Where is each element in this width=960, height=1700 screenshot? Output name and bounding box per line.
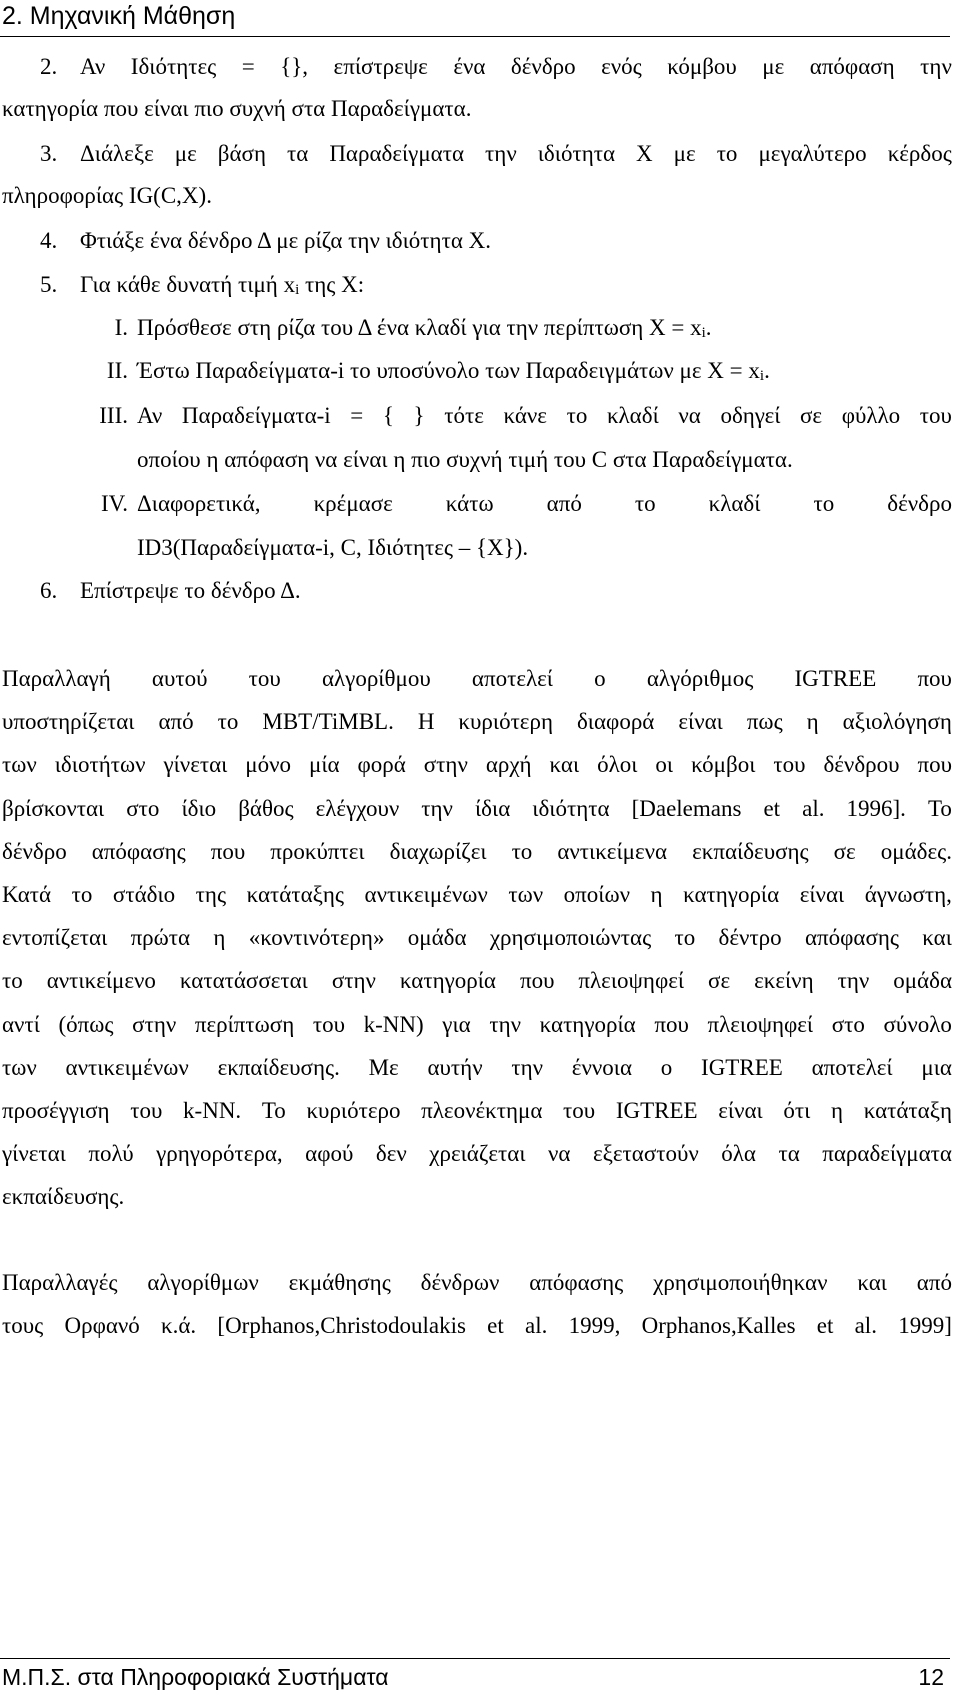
word: δένδρο xyxy=(887,491,952,516)
word: αλγορίθμων xyxy=(147,1270,259,1295)
word: κλαδί xyxy=(708,491,761,516)
word: με xyxy=(762,54,785,79)
word: Orphanos,Kalles xyxy=(641,1313,796,1338)
word: et xyxy=(487,1313,504,1338)
word: το xyxy=(511,838,533,864)
word: του xyxy=(248,666,281,691)
word: υποστηρίζεται xyxy=(2,709,135,735)
word: στην xyxy=(331,968,376,994)
word: κόμβοι xyxy=(691,752,756,778)
word: είναι xyxy=(718,1098,763,1123)
word: του xyxy=(563,1098,596,1123)
word: επίστρεψε xyxy=(333,54,428,79)
step-4-text: Φτιάξε ένα δένδρο Δ με ρίζα την ιδιότητα Χ. xyxy=(80,228,491,253)
paragraph-line xyxy=(2,796,952,822)
word: ίδια xyxy=(474,795,511,821)
word: Αν xyxy=(80,54,106,79)
word: αποτελεί xyxy=(811,1054,893,1080)
word: έννοια xyxy=(571,1054,632,1080)
word: κάνε xyxy=(503,403,547,428)
word: από xyxy=(916,1270,952,1295)
word: ιδιότητα xyxy=(537,141,616,166)
paragraph-line xyxy=(2,968,952,994)
word: Διαφορετικά, xyxy=(137,491,261,516)
word: η xyxy=(213,925,226,951)
substep-iv-line-1 xyxy=(137,491,952,517)
word: IGTREE xyxy=(794,666,877,691)
word: η xyxy=(806,709,819,735)
word: την xyxy=(485,141,517,166)
word: το xyxy=(716,141,738,166)
word: Χ xyxy=(636,141,653,166)
word: Κατά xyxy=(2,882,52,907)
word: που xyxy=(917,752,952,778)
word: σε xyxy=(708,968,731,994)
word: Το xyxy=(927,795,952,821)
subscript: i xyxy=(759,368,765,384)
footer-title: Μ.Π.Σ. στα Πληροφοριακά Συστήματα xyxy=(2,1664,389,1690)
word: το xyxy=(71,882,93,907)
paragraph-line xyxy=(2,666,952,692)
word: 1996]. xyxy=(846,795,906,821)
word: οι xyxy=(655,752,674,778)
word: ελέγχουν xyxy=(315,795,400,821)
substep-ii-main: Έστω Παραδείγματα-i το υποσύνολο των Παραδειγμάτων με Χ = x xyxy=(137,358,760,383)
word: Η xyxy=(417,709,435,735)
word: μία xyxy=(308,752,340,778)
word: απόφασης xyxy=(91,838,186,864)
word: φύλλο xyxy=(841,403,901,428)
word: που xyxy=(519,968,555,994)
substep-ii-text xyxy=(137,358,770,384)
substep-number: II. xyxy=(106,358,128,383)
word: δένδρου xyxy=(823,752,900,778)
word: ίδιο xyxy=(181,795,217,821)
word: εντοπίζεται xyxy=(2,925,108,951)
word: διαφορά xyxy=(576,709,655,735)
step-3-line-1 xyxy=(80,141,952,167)
word: } xyxy=(413,403,425,428)
chapter-title: 2. Μηχανική Μάθηση xyxy=(2,2,236,30)
substep-i-text xyxy=(137,315,712,341)
word: πολύ xyxy=(88,1141,134,1167)
word: κάτω xyxy=(445,491,494,516)
word: το xyxy=(217,709,239,735)
word: al. xyxy=(525,1313,548,1338)
word: γίνεται xyxy=(163,752,228,778)
word: περίπτωση xyxy=(194,1011,295,1037)
word: κατάταξη xyxy=(863,1098,952,1123)
word: το xyxy=(674,925,696,951)
word: ιδιότητα xyxy=(532,795,610,821)
word: {}, xyxy=(280,54,309,79)
word: στην xyxy=(423,752,468,778)
word: πρώτα xyxy=(130,925,191,951)
word: al. xyxy=(802,795,825,821)
word: όλα xyxy=(721,1141,756,1167)
word: = xyxy=(350,403,364,428)
word: της xyxy=(195,882,227,907)
word: Ορφανό xyxy=(64,1313,140,1338)
paragraph-line xyxy=(2,1055,952,1081)
word: (όπως xyxy=(58,1011,114,1037)
step-3-line-2: πληροφορίας IG(C,X). xyxy=(2,183,212,208)
word: γίνεται xyxy=(2,1141,66,1167)
word: πλεονέκτημα xyxy=(421,1098,543,1123)
page-footer xyxy=(0,1658,950,1695)
step-number: 3. xyxy=(40,141,58,166)
substep-number: I. xyxy=(114,315,128,340)
step-2-line-1 xyxy=(80,54,952,80)
word: τα xyxy=(778,1141,800,1167)
word: Παραδείγματα-i xyxy=(181,403,331,428)
word: «κοντινότερη» xyxy=(248,925,385,951)
word: παραδείγματα xyxy=(822,1141,952,1167)
word: μεγαλύτερο xyxy=(758,141,867,166)
word: κυριότερη xyxy=(458,709,553,735)
word: k-NN. xyxy=(183,1098,242,1123)
word: διαχωρίζει xyxy=(389,838,487,864)
word: ένα xyxy=(453,54,486,79)
word: αποτελεί xyxy=(471,666,553,691)
word: την xyxy=(920,54,952,79)
word: την xyxy=(489,1011,521,1037)
word: και xyxy=(857,1270,887,1295)
word: όλοι xyxy=(597,752,638,778)
paragraph-last-line: εκπαίδευσης. xyxy=(2,1184,125,1209)
word: αυτού xyxy=(151,666,208,691)
word: = xyxy=(241,54,255,79)
word: ο xyxy=(594,666,606,691)
step-6-text: Επίστρεψε το δένδρο Δ. xyxy=(80,578,301,603)
word: Αν xyxy=(137,403,163,428)
word: εκπαίδευσης. xyxy=(217,1054,340,1080)
substep-i-main: Πρόσθεσε στη ρίζα του Δ ένα κλαδί για την περίπτωση Χ = x xyxy=(137,315,702,340)
page-number: 12 xyxy=(918,1664,944,1690)
word: απόφασης xyxy=(804,925,899,951)
word: μόνο xyxy=(245,752,292,778)
word: ομάδες. xyxy=(880,838,952,864)
step-5-text-tail: της Χ: xyxy=(299,272,365,297)
word: k-NN) xyxy=(363,1011,424,1037)
word: είναι xyxy=(678,709,723,735)
word: του xyxy=(312,1011,345,1037)
word: et xyxy=(816,1313,834,1338)
word: του xyxy=(919,403,952,428)
word: αρχή xyxy=(485,752,532,778)
word: στο xyxy=(126,795,160,821)
paragraph-line xyxy=(2,1313,952,1339)
word: αυτήν xyxy=(427,1054,483,1080)
subscript: i xyxy=(701,325,706,341)
word: Το xyxy=(261,1098,286,1123)
paragraph-line xyxy=(2,882,952,908)
word: να xyxy=(678,403,701,428)
word: δένδρο xyxy=(2,838,67,864)
word: εκπαίδευσης xyxy=(692,838,809,864)
word: κυριότερο xyxy=(306,1098,401,1123)
word: την xyxy=(421,795,453,821)
word: 1999] xyxy=(898,1313,952,1338)
word: εκείνη xyxy=(754,968,814,994)
word: σύνολο xyxy=(883,1011,952,1037)
step-number: 2. xyxy=(40,54,58,79)
word: πλειοψηφεί xyxy=(707,1011,814,1037)
word: MBT/TiMBL. xyxy=(262,709,394,735)
word: κλαδί xyxy=(606,403,659,428)
word: το xyxy=(813,491,835,516)
paragraph-line xyxy=(2,1270,952,1296)
word: Διάλεξε xyxy=(80,141,154,166)
word: κατηγορία xyxy=(683,882,780,907)
word: δεν xyxy=(375,1141,407,1167)
word: από xyxy=(546,491,582,516)
word: απόφαση xyxy=(809,54,895,79)
step-number: 4. xyxy=(40,228,58,253)
word: κρέμασε xyxy=(313,491,393,516)
word: κέρδος xyxy=(887,141,952,166)
word: η xyxy=(650,882,663,907)
word: οποίων xyxy=(563,882,630,907)
word: κ.ά. xyxy=(161,1313,197,1338)
word: την xyxy=(837,968,870,994)
word: το xyxy=(566,403,588,428)
word: την xyxy=(511,1054,544,1080)
word: αλγορίθμου xyxy=(321,666,431,691)
step-number: 5. xyxy=(40,272,58,297)
word: και xyxy=(922,925,952,951)
subscript: i xyxy=(295,282,300,298)
word: των xyxy=(2,1054,37,1080)
word: του xyxy=(130,1098,163,1123)
word: στην xyxy=(132,1011,177,1037)
substep-number: III. xyxy=(99,403,128,428)
substep-i-tail: . xyxy=(705,315,712,340)
word: ομάδα xyxy=(407,925,467,951)
word: 1999, xyxy=(568,1313,621,1338)
word: κόμβου xyxy=(667,54,737,79)
word: μια xyxy=(921,1054,952,1080)
paragraph-line xyxy=(2,752,952,778)
word: { xyxy=(382,403,394,428)
step-2-line-2: κατηγορία που είναι πιο συχνή στα Παραδείγματα. xyxy=(2,96,472,121)
word: πλειοψηφεί xyxy=(578,968,685,994)
word: κατάταξης xyxy=(246,882,345,907)
paragraph-line xyxy=(2,1141,952,1167)
word: εξεταστούν xyxy=(592,1141,699,1167)
word: αξιολόγηση xyxy=(842,709,952,735)
word: Με xyxy=(368,1054,399,1080)
word: στάδιο xyxy=(112,882,176,907)
word: Παραλλαγή xyxy=(2,666,111,691)
word: κατηγορία xyxy=(539,1011,636,1037)
word: χρησιμοποιώντας xyxy=(489,925,652,951)
word: αντικείμενα xyxy=(557,838,668,864)
word: τότε xyxy=(444,403,484,428)
word: σε xyxy=(800,403,823,428)
page-header xyxy=(0,0,950,37)
word: αντικειμένων xyxy=(65,1054,189,1080)
word: φορά xyxy=(357,752,406,778)
word: ιδιοτήτων xyxy=(54,752,146,778)
word: να xyxy=(548,1141,571,1167)
word: με xyxy=(174,141,197,166)
word: του xyxy=(773,752,806,778)
word: et xyxy=(763,795,781,821)
word: χρειάζεται xyxy=(429,1141,526,1167)
step-5-text xyxy=(80,272,364,298)
word: για xyxy=(442,1011,471,1037)
word: ο xyxy=(660,1054,673,1080)
word: [Orphanos,Christodoulakis xyxy=(217,1313,466,1338)
word: αντικειμένων xyxy=(364,882,488,907)
step-number: 6. xyxy=(40,578,58,603)
substep-iii-line-1 xyxy=(137,403,952,429)
word: Παραδείγματα xyxy=(329,141,465,166)
substep-number: IV. xyxy=(100,491,128,516)
word: που xyxy=(210,838,246,864)
word: που xyxy=(654,1011,689,1037)
word: και xyxy=(549,752,580,778)
word: με xyxy=(673,141,696,166)
word: η xyxy=(831,1098,844,1123)
word: δένδρο xyxy=(510,54,576,79)
word: απόφασης xyxy=(529,1270,624,1295)
word: IGTREE xyxy=(615,1098,698,1123)
word: γρηγορότερα, xyxy=(156,1141,283,1167)
paragraph-line xyxy=(2,925,952,951)
substep-iv-line-2: ID3(Παραδείγματα-i, C, Ιδιότητες – {X}). xyxy=(137,535,529,560)
substep-iii-line-2: οποίου η απόφαση να είναι η πιο συχνή τιμή του C στα Παραδείγματα. xyxy=(137,447,793,472)
word: αντί xyxy=(2,1011,40,1037)
paragraph-line xyxy=(2,839,952,865)
word: ενός xyxy=(601,54,642,79)
word: προσέγγιση xyxy=(2,1098,110,1123)
word: χρησιμοποιήθηκαν xyxy=(653,1270,828,1295)
word: Ιδιότητες xyxy=(130,54,217,79)
word: αλγόριθμος xyxy=(646,666,754,691)
word: είναι xyxy=(799,882,845,907)
step-5-text-main: Για κάθε δυνατή τιμή x xyxy=(80,272,296,297)
word: αντικείμενο xyxy=(46,968,156,994)
word: εκμάθησης xyxy=(288,1270,391,1295)
word: δέντρο xyxy=(718,925,782,951)
word: πως xyxy=(746,709,783,735)
word: IGTREE xyxy=(701,1054,783,1080)
word: βάθος xyxy=(238,795,294,821)
word: κατηγορία xyxy=(399,968,496,994)
word: το xyxy=(2,968,23,994)
word: αφού xyxy=(305,1141,354,1167)
word: που xyxy=(917,666,952,691)
word: τα xyxy=(287,141,309,166)
paragraph-line xyxy=(2,1098,952,1124)
word: στο xyxy=(831,1011,865,1037)
word: οδηγεί xyxy=(720,403,781,428)
paragraph-line xyxy=(2,709,952,735)
word: των xyxy=(508,882,544,907)
word: προκύπτει xyxy=(270,838,365,864)
substep-ii-tail: . xyxy=(764,358,770,383)
word: από xyxy=(158,709,194,735)
word: σε xyxy=(833,838,856,864)
word: των xyxy=(2,752,37,778)
paragraph-line xyxy=(2,1012,952,1038)
word: [Daelemans xyxy=(631,795,742,821)
word: δένδρων xyxy=(420,1270,500,1295)
word: τους xyxy=(2,1313,44,1338)
word: ότι xyxy=(783,1098,811,1123)
word: ομάδα xyxy=(893,968,952,994)
word: κατατάσσεται xyxy=(179,968,308,994)
word: βρίσκονται xyxy=(2,795,105,821)
word: Παραλλαγές xyxy=(2,1270,118,1295)
word: al. xyxy=(854,1313,877,1338)
word: βάση xyxy=(217,141,266,166)
word: το xyxy=(634,491,656,516)
word: άγνωστη, xyxy=(864,882,952,907)
